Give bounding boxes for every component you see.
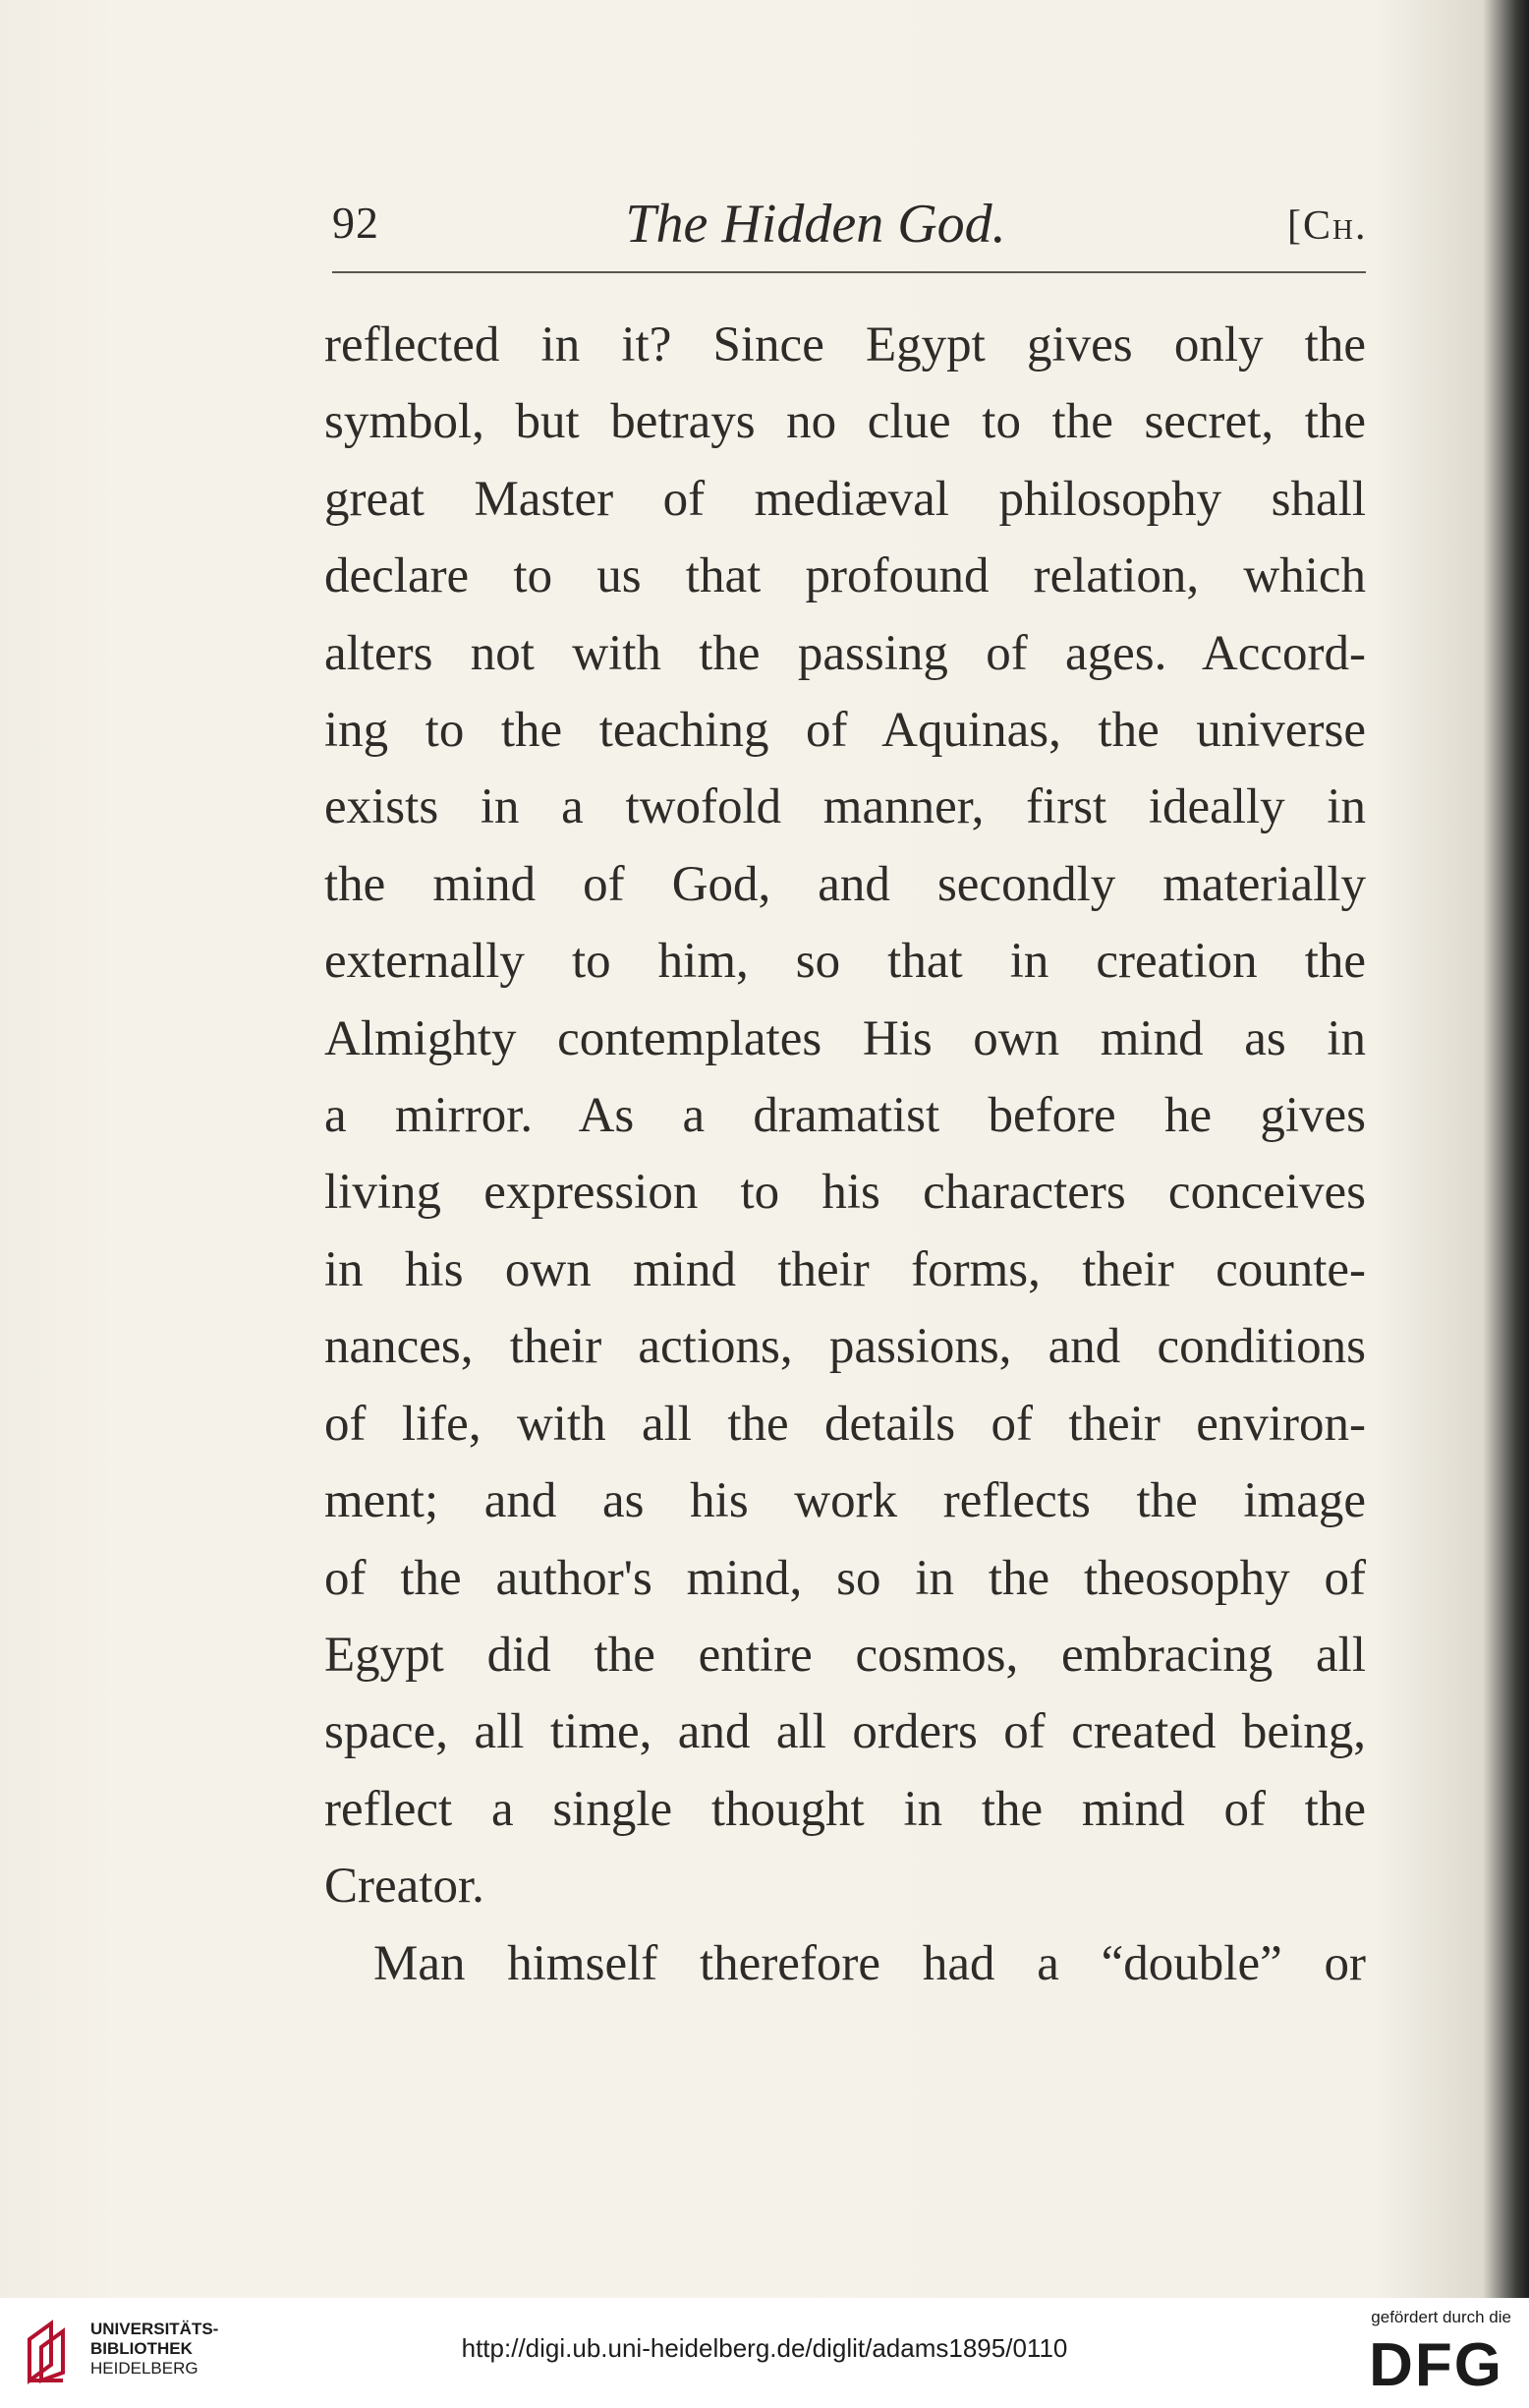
library-name-line2: BIBLIOTHEK — [90, 2339, 193, 2358]
library-name-line1: UNIVERSITÄTS- — [90, 2320, 219, 2338]
text-line: Egypt did the entire cosmos, embracing all — [324, 1627, 1366, 1683]
digitization-footer — [0, 2298, 1529, 2408]
running-title: The Hidden God. — [625, 194, 1006, 255]
chapter-mark: [Ch. — [1287, 203, 1368, 249]
text-line: reflected in it? Since Egypt gives only the — [324, 317, 1366, 373]
text-line: Almighty contemplates His own mind as in — [324, 1010, 1366, 1066]
text-line: space, all time, and all orders of created being, — [324, 1704, 1366, 1760]
text-line: declare to us that profound relation, which — [324, 548, 1366, 604]
text-line: Man himself therefore had a “double” or — [373, 1935, 1366, 1991]
dfg-logo-icon: DFG — [1369, 2331, 1503, 2399]
funded-by-label: gefördert durch die — [1371, 2308, 1511, 2326]
text-line: ing to the teaching of Aquinas, the universe — [324, 703, 1366, 759]
header-rule — [332, 271, 1366, 273]
text-line: the mind of God, and secondly materially — [324, 856, 1366, 912]
text-line: a mirror. As a dramatist before he gives — [324, 1088, 1366, 1144]
text-line: externally to him, so that in creation the — [324, 934, 1366, 990]
text-line: in his own mind their forms, their counte- — [324, 1241, 1366, 1297]
text-line: reflect a single thought in the mind of the — [324, 1781, 1366, 1837]
text-line: of the author's mind, so in the theosophy of — [324, 1550, 1366, 1606]
text-line: symbol, but betrays no clue to the secret, the — [324, 394, 1366, 450]
text-line: of life, with all the details of their environ- — [324, 1396, 1366, 1452]
text-line: exists in a twofold manner, first ideally in — [324, 779, 1366, 835]
text-line: nances, their actions, passions, and conditions — [324, 1319, 1366, 1375]
page-number: 92 — [332, 198, 379, 248]
library-name-line3: HEIDELBERG — [90, 2359, 198, 2378]
body-text — [324, 307, 1366, 2002]
text-line: Creator. — [324, 1859, 484, 1915]
text-line: great Master of mediæval philosophy shall — [324, 471, 1366, 527]
permalink-url[interactable]: http://digi.ub.uni-heidelberg.de/diglit/adams1895/0110 — [461, 2333, 1068, 2363]
text-line: alters not with the passing of ages. Accord- — [324, 625, 1366, 681]
text-line: ment; and as his work reflects the image — [324, 1473, 1366, 1529]
text-line: living expression to his characters conceives — [324, 1165, 1366, 1221]
